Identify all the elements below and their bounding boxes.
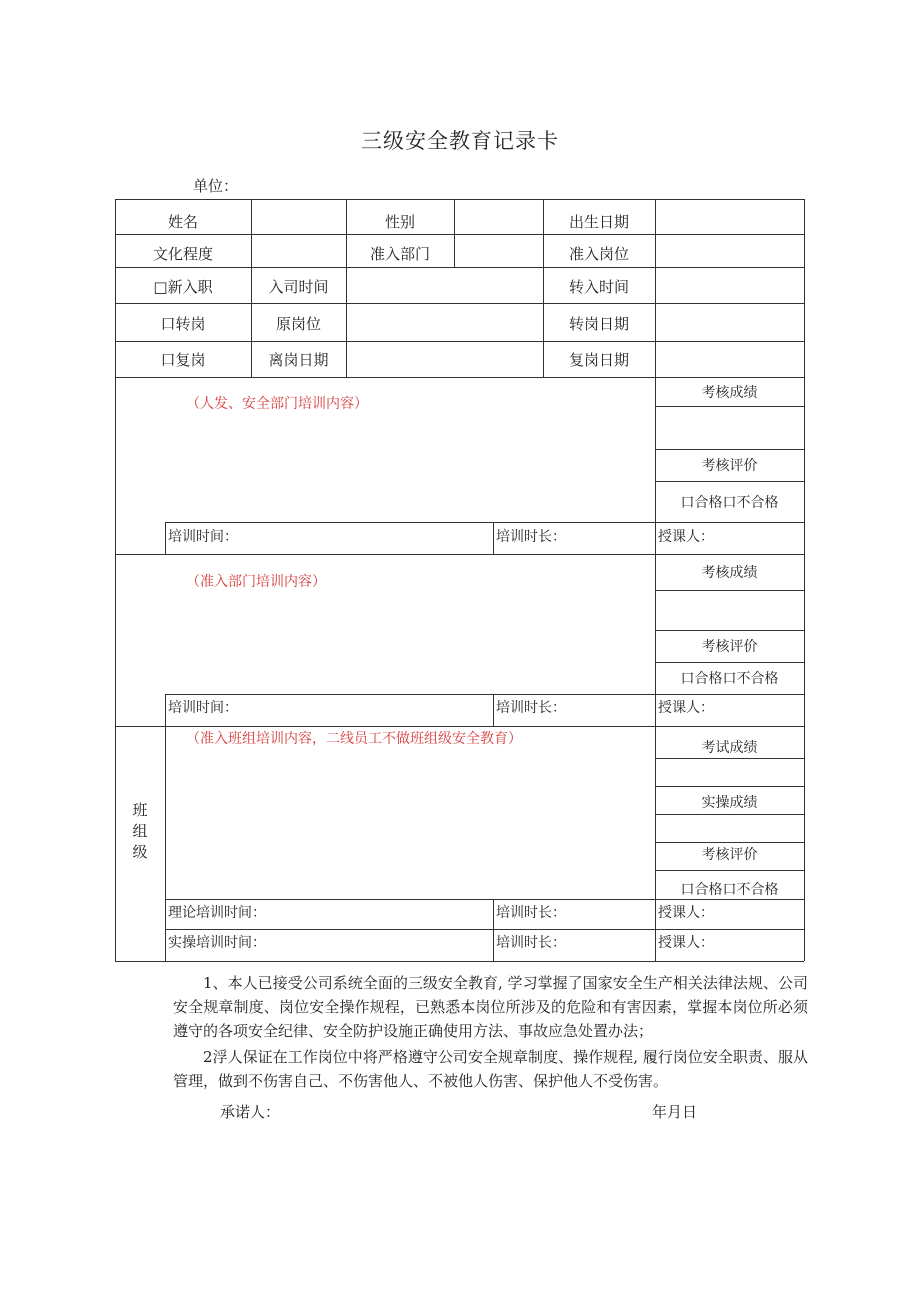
table-border-right xyxy=(804,199,805,961)
team-content-area[interactable] xyxy=(165,752,655,897)
grid-line xyxy=(115,726,804,727)
gender-label: 性别 xyxy=(384,213,415,231)
birth-field[interactable] xyxy=(655,199,804,234)
name-field[interactable] xyxy=(251,199,346,234)
post-field[interactable] xyxy=(655,234,804,267)
company-eval-label: 考核评价 xyxy=(701,458,758,474)
dept-content-hint: （准入部门培训内容） xyxy=(186,574,326,590)
team-exam-field[interactable] xyxy=(655,758,804,786)
company-pass-options[interactable]: 口合格口不合格 xyxy=(680,494,779,511)
team-eval-label: 考核评价 xyxy=(701,847,758,863)
company-content-area[interactable] xyxy=(165,410,655,520)
transfer-in-field[interactable] xyxy=(655,267,804,303)
pledge-paragraph-1: 1、本人已接受公司系统全面的三级安全教育, 学习掌握了国家安全生产相关法律法规、公司安全规章制度、岗位安全操作规程，已熟悉本岗位所涉及的危险和有害因素，掌握本岗位所必须遵守的各项安全纪律、安全防护设施正确使用方法、事故应急处置办法； xyxy=(173,974,808,1040)
transfer-in-label: 转入时间 xyxy=(568,277,629,296)
pledge-paragraph-2: 2浮人保证在工作岗位中将严格遵守公司安全规章制度、操作规程, 履行岗位安全职责、服从管理，做到不伤害自己、不伤害他人、不被他人伤害、保护他人不受伤害。 xyxy=(173,1048,808,1090)
dept-label: 准入部门 xyxy=(369,245,430,263)
name-label: 姓名 xyxy=(167,213,198,231)
team-theory-time-label: 理论培训时间： xyxy=(168,904,266,921)
leave-date-label: 离岗日期 xyxy=(268,350,329,369)
dept-score-field[interactable] xyxy=(655,590,804,630)
join-time-field[interactable] xyxy=(346,267,543,303)
leave-date-field[interactable] xyxy=(346,341,543,377)
team-practice-teacher-label: 授课人： xyxy=(658,934,714,951)
return-date-field[interactable] xyxy=(655,341,804,377)
team-content-hint: （准入班组培训内容，二线员工不做班组级安全教育） xyxy=(186,731,522,747)
company-duration-label: 培训时长： xyxy=(496,528,566,545)
transfer-date-label: 转岗日期 xyxy=(568,314,629,333)
education-field[interactable] xyxy=(251,234,346,267)
team-practice-time-label: 实操培训时间： xyxy=(168,934,266,951)
team-pass-options[interactable]: 口合格口不合格 xyxy=(680,882,779,898)
team-theory-teacher-label: 授课人： xyxy=(658,904,714,921)
dept-field[interactable] xyxy=(454,234,543,267)
post-label: 准入岗位 xyxy=(568,245,629,263)
table-border-bottom xyxy=(115,961,804,962)
team-exam-label: 考试成绩 xyxy=(701,740,758,756)
team-practice-field[interactable] xyxy=(655,814,804,842)
company-content-hint: （人发、安全部门培训内容） xyxy=(186,396,368,412)
team-practice-label: 实操成绩 xyxy=(701,795,758,811)
gender-field[interactable] xyxy=(454,199,543,234)
dept-teacher-label: 授课人： xyxy=(658,700,714,716)
dept-eval-label: 考核评价 xyxy=(701,639,758,655)
team-level-char: 组 xyxy=(132,822,148,840)
education-label: 文化程度 xyxy=(152,245,213,263)
company-score-label: 考核成绩 xyxy=(701,384,758,401)
birth-label: 出生日期 xyxy=(568,213,629,231)
transfer-checkbox[interactable]: 口转岗 xyxy=(160,314,206,333)
team-level-char: 级 xyxy=(132,843,148,861)
company-score-field[interactable] xyxy=(655,406,804,449)
transfer-date-field[interactable] xyxy=(655,303,804,341)
new-hire-checkbox[interactable]: □新入职 xyxy=(153,277,213,296)
company-time-label: 培训时间： xyxy=(168,528,238,545)
dept-score-label: 考核成绩 xyxy=(701,565,758,581)
return-date-label: 复岗日期 xyxy=(568,350,629,369)
orig-post-label: 原岗位 xyxy=(275,314,321,333)
team-level-char: 班 xyxy=(132,801,148,819)
return-checkbox[interactable]: 口复岗 xyxy=(160,350,206,369)
dept-duration-label: 培训时长： xyxy=(496,700,566,716)
dept-pass-options[interactable]: 口合格口不合格 xyxy=(680,671,779,687)
grid-line xyxy=(655,786,804,787)
team-theory-duration-label: 培训时长： xyxy=(496,904,566,921)
date-label: 年月日 xyxy=(652,1103,698,1121)
join-time-label: 入司时间 xyxy=(268,277,329,296)
page-title: 三级安全教育记录卡 xyxy=(361,129,559,153)
unit-label: 单位： xyxy=(193,177,239,195)
company-teacher-label: 授课人： xyxy=(658,528,714,545)
grid-line xyxy=(655,870,804,871)
team-level-label xyxy=(116,800,164,863)
team-practice-duration-label: 培训时长： xyxy=(496,934,566,951)
dept-time-label: 培训时间： xyxy=(168,700,238,716)
dept-content-area[interactable] xyxy=(165,590,655,690)
signer-label: 承诺人： xyxy=(220,1103,281,1121)
orig-post-field[interactable] xyxy=(346,303,543,341)
